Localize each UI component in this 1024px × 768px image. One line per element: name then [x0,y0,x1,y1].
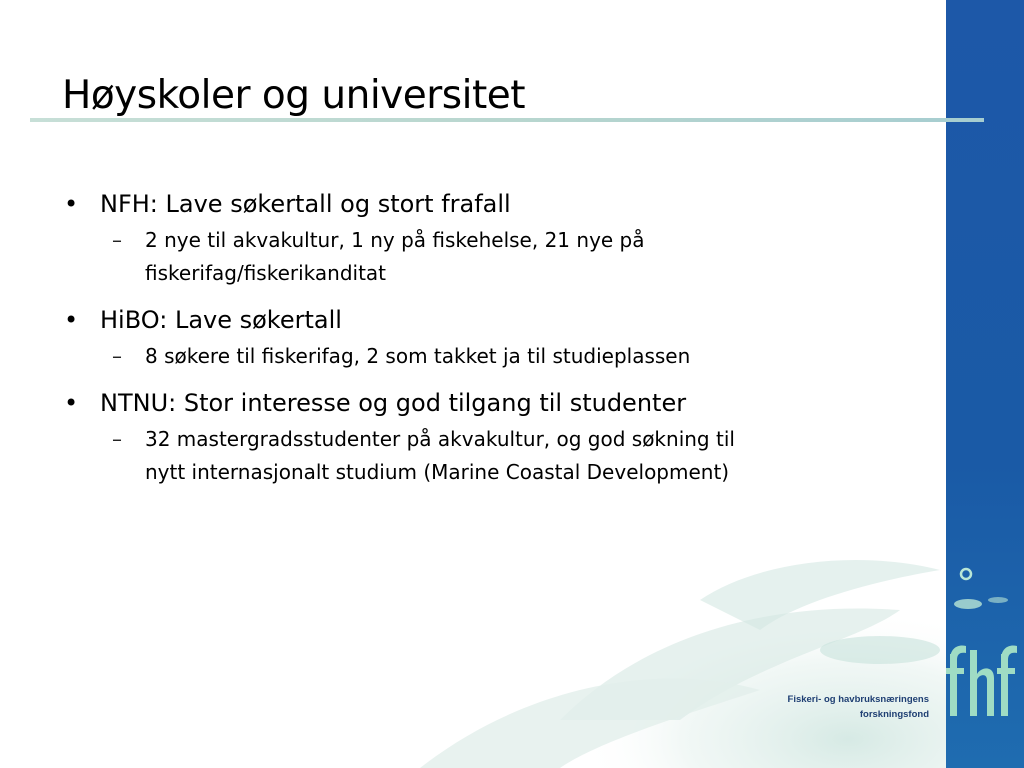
logo-caption-line: forskningsfond [859,709,929,720]
sub-bullet-line: 32 mastergradsstudenter på akvakultur, og god søkning til [145,427,735,451]
slide-title: Høyskoler og universitet [62,73,526,118]
sub-bullet-line: 2 nye til akvakultur, 1 ny på fiskehelse, 21 nye på [145,228,645,252]
bullet-text: HiBO: Lave søkertall [100,306,342,334]
logo-caption [784,692,929,722]
bullet-marker: • [64,389,79,417]
dash-marker: – [112,344,122,368]
sub-bullet-line: 8 søkere til fiskerifag, 2 som takket ja til studieplassen [145,344,691,368]
bullet-text: NFH: Lave søkertall og stort frafall [100,190,511,218]
dash-marker: – [112,228,122,252]
sub-bullet-line: fiskerifag/fiskerikanditat [145,261,387,285]
bullet-marker: • [64,306,79,334]
bullet-item-nfh [60,186,920,222]
droplet-decoration [946,560,1024,630]
dash-marker: – [112,427,122,451]
logo-caption-line: Fiskeri- og havbruksnæringens [787,694,929,705]
bullet-item-hibo [60,302,920,338]
bullet-text: NTNU: Stor interesse og god tilgang til studenter [100,389,687,417]
sub-bullet-line: nytt internasjonalt studium (Marine Coastal Development) [145,460,730,484]
bullet-list [60,186,920,489]
title-underline [30,118,984,122]
sub-bullet-item [60,423,920,489]
sub-bullet-item [60,340,920,373]
sub-bullet-item [60,224,920,290]
bullet-item-ntnu [60,385,920,421]
fhf-logo-icon [946,640,1024,720]
bullet-marker: • [64,190,79,218]
